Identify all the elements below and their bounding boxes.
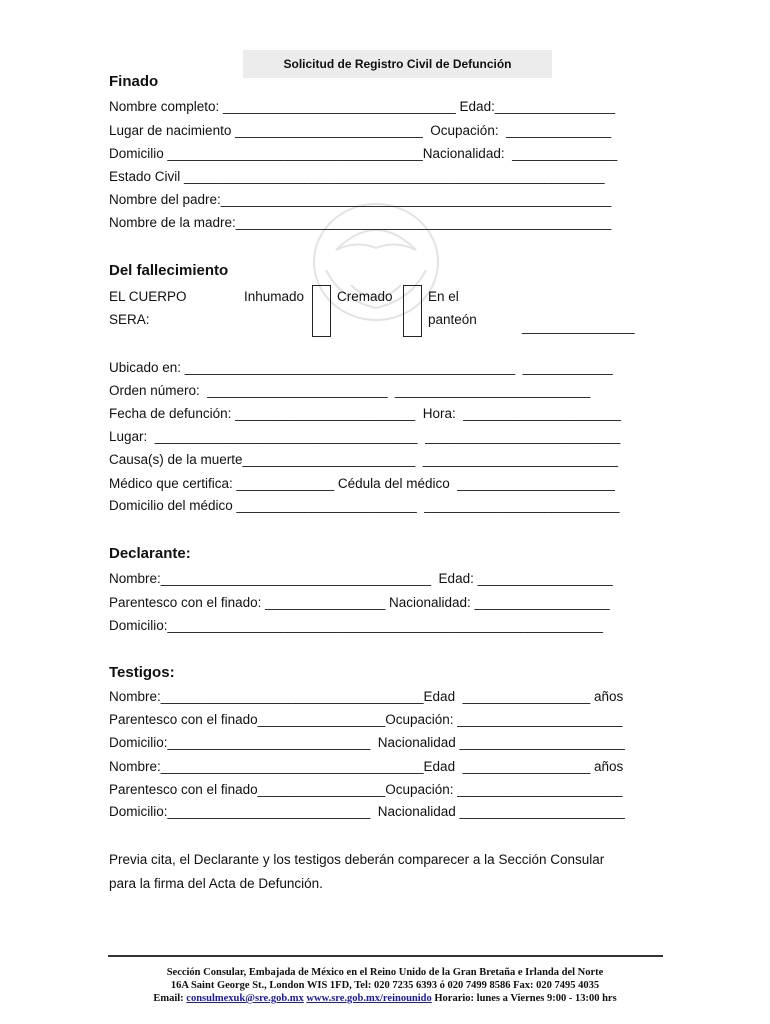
section-heading-finado: Finado xyxy=(109,73,159,90)
note-line-2: para la firma del Acta de Defunción. xyxy=(109,876,323,891)
field-estado-civil[interactable]: Estado Civil ________________________________________________________ xyxy=(109,169,605,184)
label-inhumado: Inhumado xyxy=(244,289,305,304)
field-testigo1-parentesco[interactable]: Parentesco con el finado_________________Ocupación: ______________________ xyxy=(109,712,623,727)
label-en-el: En el xyxy=(428,289,459,304)
footer-address-1: Sección Consular, Embajada de México en el Reino Unido de la Gran Bretaña e Irlanda del Norte xyxy=(166,967,604,978)
footer-address-2: 16A Saint George St., London WIS 1FD, Tel: 020 7235 6393 ó 020 7499 8586 Fax: 020 7495 4035 xyxy=(170,980,600,991)
form-title: Solicitud de Registro Civil de Defunción xyxy=(243,50,552,78)
field-nombre-padre[interactable]: Nombre del padre:____________________________________________________ xyxy=(109,192,612,207)
footer-divider xyxy=(108,955,663,957)
field-causa-muerte[interactable]: Causa(s) de la muerte_______________________ __________________________ xyxy=(109,452,618,467)
field-testigo2-nombre[interactable]: Nombre:___________________________________Edad _________________ años xyxy=(109,759,624,774)
field-testigo1-domicilio[interactable]: Domicilio:___________________________ Nacionalidad ______________________ xyxy=(109,735,625,750)
field-orden-numero[interactable]: Orden número: ________________________ __________________________ xyxy=(109,383,591,398)
email-link[interactable]: consulmexuk@sre.gob.mx xyxy=(186,993,304,1004)
field-declarante-parentesco[interactable]: Parentesco con el finado: ________________ Nacionalidad: __________________ xyxy=(109,595,610,610)
field-lugar[interactable]: Lugar: ___________________________________ __________________________ xyxy=(109,429,621,444)
section-heading-declarante: Declarante: xyxy=(109,545,191,562)
label-panteon: panteón xyxy=(428,312,477,327)
field-fecha-defuncion[interactable]: Fecha de defunción: ________________________ Hora: _____________________ xyxy=(109,406,621,421)
field-testigo2-parentesco[interactable]: Parentesco con el finado_________________Ocupación: ______________________ xyxy=(109,782,623,797)
website-link[interactable]: www.sre.gob.mx/reinounido xyxy=(306,993,432,1004)
field-medico-certifica[interactable]: Médico que certifica: _____________ Cédula del médico _____________________ xyxy=(109,476,615,491)
footer-contact xyxy=(0,992,770,1005)
section-heading-testigos: Testigos: xyxy=(109,664,175,681)
footer-email-label: Email: xyxy=(153,993,187,1004)
field-lugar-nacimiento[interactable]: Lugar de nacimiento _________________________ Ocupación: ______________ xyxy=(109,123,612,138)
footer-hours: Horario: lunes a Viernes 9:00 - 13:00 hrs xyxy=(431,993,617,1004)
field-declarante-domicilio[interactable]: Domicilio:__________________________________________________________ xyxy=(109,618,603,633)
field-panteon-line[interactable]: _______________ xyxy=(522,319,635,334)
field-declarante-nombre[interactable]: Nombre:____________________________________ Edad: __________________ xyxy=(109,571,613,586)
label-cremado: Cremado xyxy=(337,289,393,304)
field-nombre-madre[interactable]: Nombre de la madre:__________________________________________________ xyxy=(109,215,612,230)
note-line-1: Previa cita, el Declarante y los testigos deberán comparecer a la Sección Consular xyxy=(109,852,605,867)
field-domicilio[interactable]: Domicilio __________________________________Nacionalidad: ______________ xyxy=(109,146,618,161)
field-domicilio-medico[interactable]: Domicilio del médico ________________________ __________________________ xyxy=(109,498,620,513)
section-heading-fallecimiento: Del fallecimiento xyxy=(109,262,229,279)
field-testigo2-domicilio[interactable]: Domicilio:___________________________ Nacionalidad ______________________ xyxy=(109,804,625,819)
field-nombre-completo[interactable]: Nombre completo: _______________________________ Edad:________________ xyxy=(109,99,615,114)
checkbox-cremado[interactable] xyxy=(403,285,422,337)
label-sera: SERA: xyxy=(109,312,150,327)
label-el-cuerpo: EL CUERPO xyxy=(109,289,187,304)
checkbox-inhumado[interactable] xyxy=(312,285,331,337)
field-testigo1-nombre[interactable]: Nombre:___________________________________Edad _________________ años xyxy=(109,689,624,704)
field-ubicado-en[interactable]: Ubicado en: ____________________________________________ ____________ xyxy=(109,360,613,375)
